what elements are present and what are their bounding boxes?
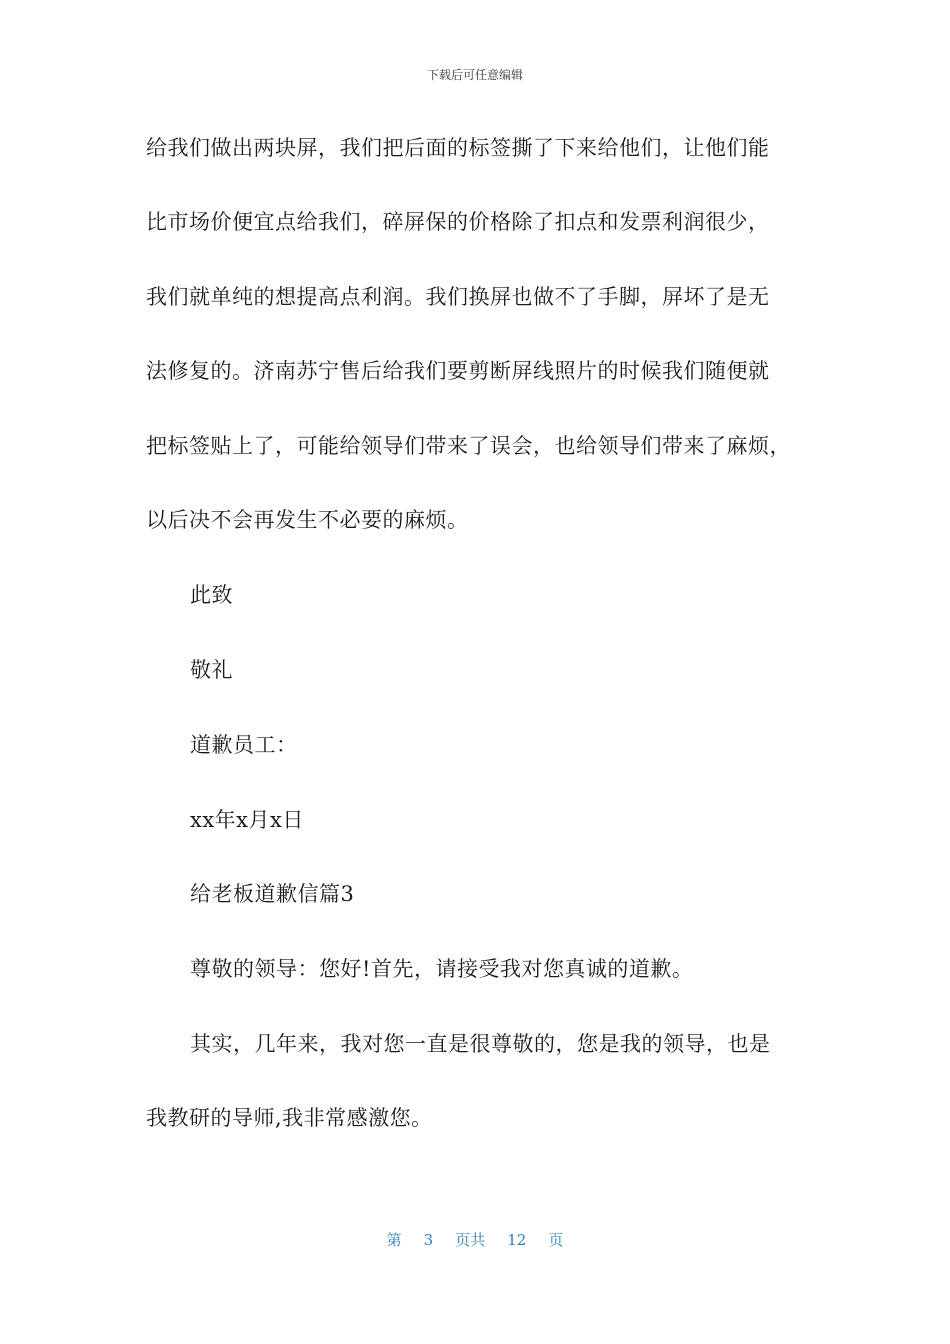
letter-date: xx年x月x日 [190, 808, 304, 832]
body-line-6: 以后决不会再发生不必要的麻烦。 [146, 508, 469, 532]
footer-middle: 页共 [455, 1231, 486, 1249]
body-line-3: 我们就单纯的想提高点利润。我们换屏也做不了手脚，屏坏了是无 [146, 285, 770, 309]
footer-prefix: 第 [386, 1231, 402, 1249]
closing-salute: 此致 [190, 583, 233, 607]
body-line-1: 给我们做出两块屏，我们把后面的标签撕了下来给他们，让他们能 [146, 136, 770, 160]
body-line-4: 法修复的。济南苏宁售后给我们要剪断屏线照片的时候我们随便就 [146, 359, 770, 383]
closing-regards: 敬礼 [190, 658, 233, 682]
section-title: 给老板道歉信篇3 [190, 882, 355, 906]
footer-page-number: 3 [423, 1231, 434, 1249]
footer-suffix: 页 [548, 1231, 564, 1249]
header-note: 下载后可任意编辑 [426, 68, 523, 82]
footer-total-pages: 12 [507, 1231, 527, 1249]
body-line-5: 把标签贴上了，可能给领导们带来了误会，也给领导们带来了麻烦， [146, 434, 791, 458]
page-footer [0, 1229, 950, 1250]
signer-label: 道歉员工： [190, 733, 298, 757]
paragraph-line-1: 其实，几年来，我对您一直是很尊敬的，您是我的领导，也是 [190, 1032, 771, 1056]
paragraph-line-2: 我教研的导师,我非常感激您。 [146, 1106, 433, 1130]
body-line-2: 比市场价便宜点给我们，碎屏保的价格除了扣点和发票利润很少， [146, 210, 770, 234]
greeting-line: 尊敬的领导：您好!首先，请接受我对您真诚的道歉。 [190, 957, 694, 981]
